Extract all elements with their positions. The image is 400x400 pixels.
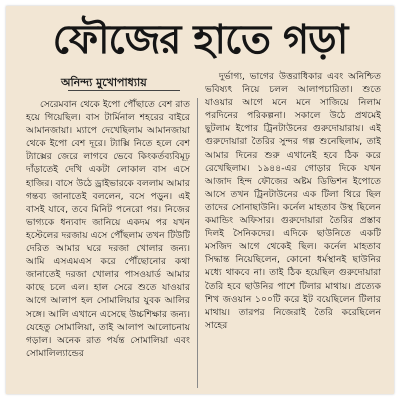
article-byline: অনিন্দ্য মুখোপাধ্যায় xyxy=(61,76,147,89)
byline-underline xyxy=(68,90,180,91)
article-headline: ফৌজের হাতে গড়া xyxy=(52,17,348,63)
article-column-left xyxy=(26,98,190,388)
newspaper-clipping xyxy=(6,6,394,394)
column-divider xyxy=(197,98,198,388)
article-text-left: সেরেমবান থেকে ইপো পৌঁছাতে বেশ রাত হয়ে গিয়েছিল। বাস টার্মিনাল শহরের বাইরে আমানজায়া। ম্যাপে দেখেছিলাম আমানজায়া থেকে ইপো বেশ দূরে। ট্যাক্সি নিতে হলে বেশ ট্যাক্সের জেরে লাগবে ভেবে কিংকর্তব্যবিমূঢ় দাঁড়াতেই দেখি একটা লোকাল বাস এসে হাজির। বাসে উঠে ড্রাইভারকে বললাম আমার গন্তব্য জানাতেই বললেন, বসে পড়ুন। এই বাসই যাবে, তবে মিনিট পনেরো পর। নিজের ভাগ্যকে ধন্যবাদ জানিয়ে একদম পর যখন হস্টেলের দরজায় এসে পৌঁছলাম তখন টিউটি দেরিত আমার ঘরে দরজা খোলার জন্য। আমি এসএমএস করে পৌঁছোনোর কথা জানাতেই দরজা খোলার পাসওয়ার্ড আমার কাছে চলে এল। হাল সেরে শুতে যাওয়ার আগে আলাপ হল সোমালিয়ার যুবক আলির সঙ্গে। আলি এখানে এসেছে উচ্চশিক্ষার জন্য। যেহেতু সোমালিয়া, তাই আলাপ আলোচনায় গড়াল। অনেক রাত পর্যন্ত সোমালিয়া এবং সোমালিল্যান্ডের xyxy=(26,99,190,359)
article-text-right: দুর্ভাগ্য, ভাগের উত্তরাধিকার এবং অনিশ্চিত ভবিষ্যৎ নিয়ে চলল আলাপচারিতা। শুতে যাওয়ার আগে মনে মনে সাজিয়ে নিলাম পরদিনের পরিকল্পনা। সকালে উঠে প্রথমেই ছুটলাম ইপোর ট্রিনটাউনের গুরুদোয়ারায়। এই গুরুদোয়ারা তৈরির সুন্দর গল্প শুনেছিলাম, তাই আমার দিনের শুরু এখানেই হবে ঠিক করে রেখেছিলাম। ১৯৪৪-এর গোড়ার দিকে যখন আজাদ হিন্দ ফৌজের অষ্টম ডিভিশন ইপোতে আসে তখন ট্রিনটাউনের এক টিলা থিরে ছিল তাদের সোনাছাউনি। কর্নেল মাহতাব উস্থ ছিলেন কমান্ডিং অফিসার। গুরুদোয়ারা তৈরির প্রস্তাব দিলই সৈনিকদের। এদিকে ছাউনিতে একটি মসজিদ আগে থেকেই ছিল। কর্নেল মাহতাব সিদ্ধান্ত নিয়েছিলেন, কোনো ধর্মস্থানই ছাউনির মধ্যে থাকবে না। তাই ঠিক হয়েছিল গুরুদোয়ারা তৈরি হবে ছাউনির পাশে টিলার মাথায়। প্রত্যেক শিখ জওয়ান ১০০টি করে ইট বয়েছিলেন টিলার মাথায়। তারপর নিজেরাই তৈরি করেছিলেন সাহের xyxy=(205,71,381,331)
article-column-right xyxy=(205,70,381,388)
